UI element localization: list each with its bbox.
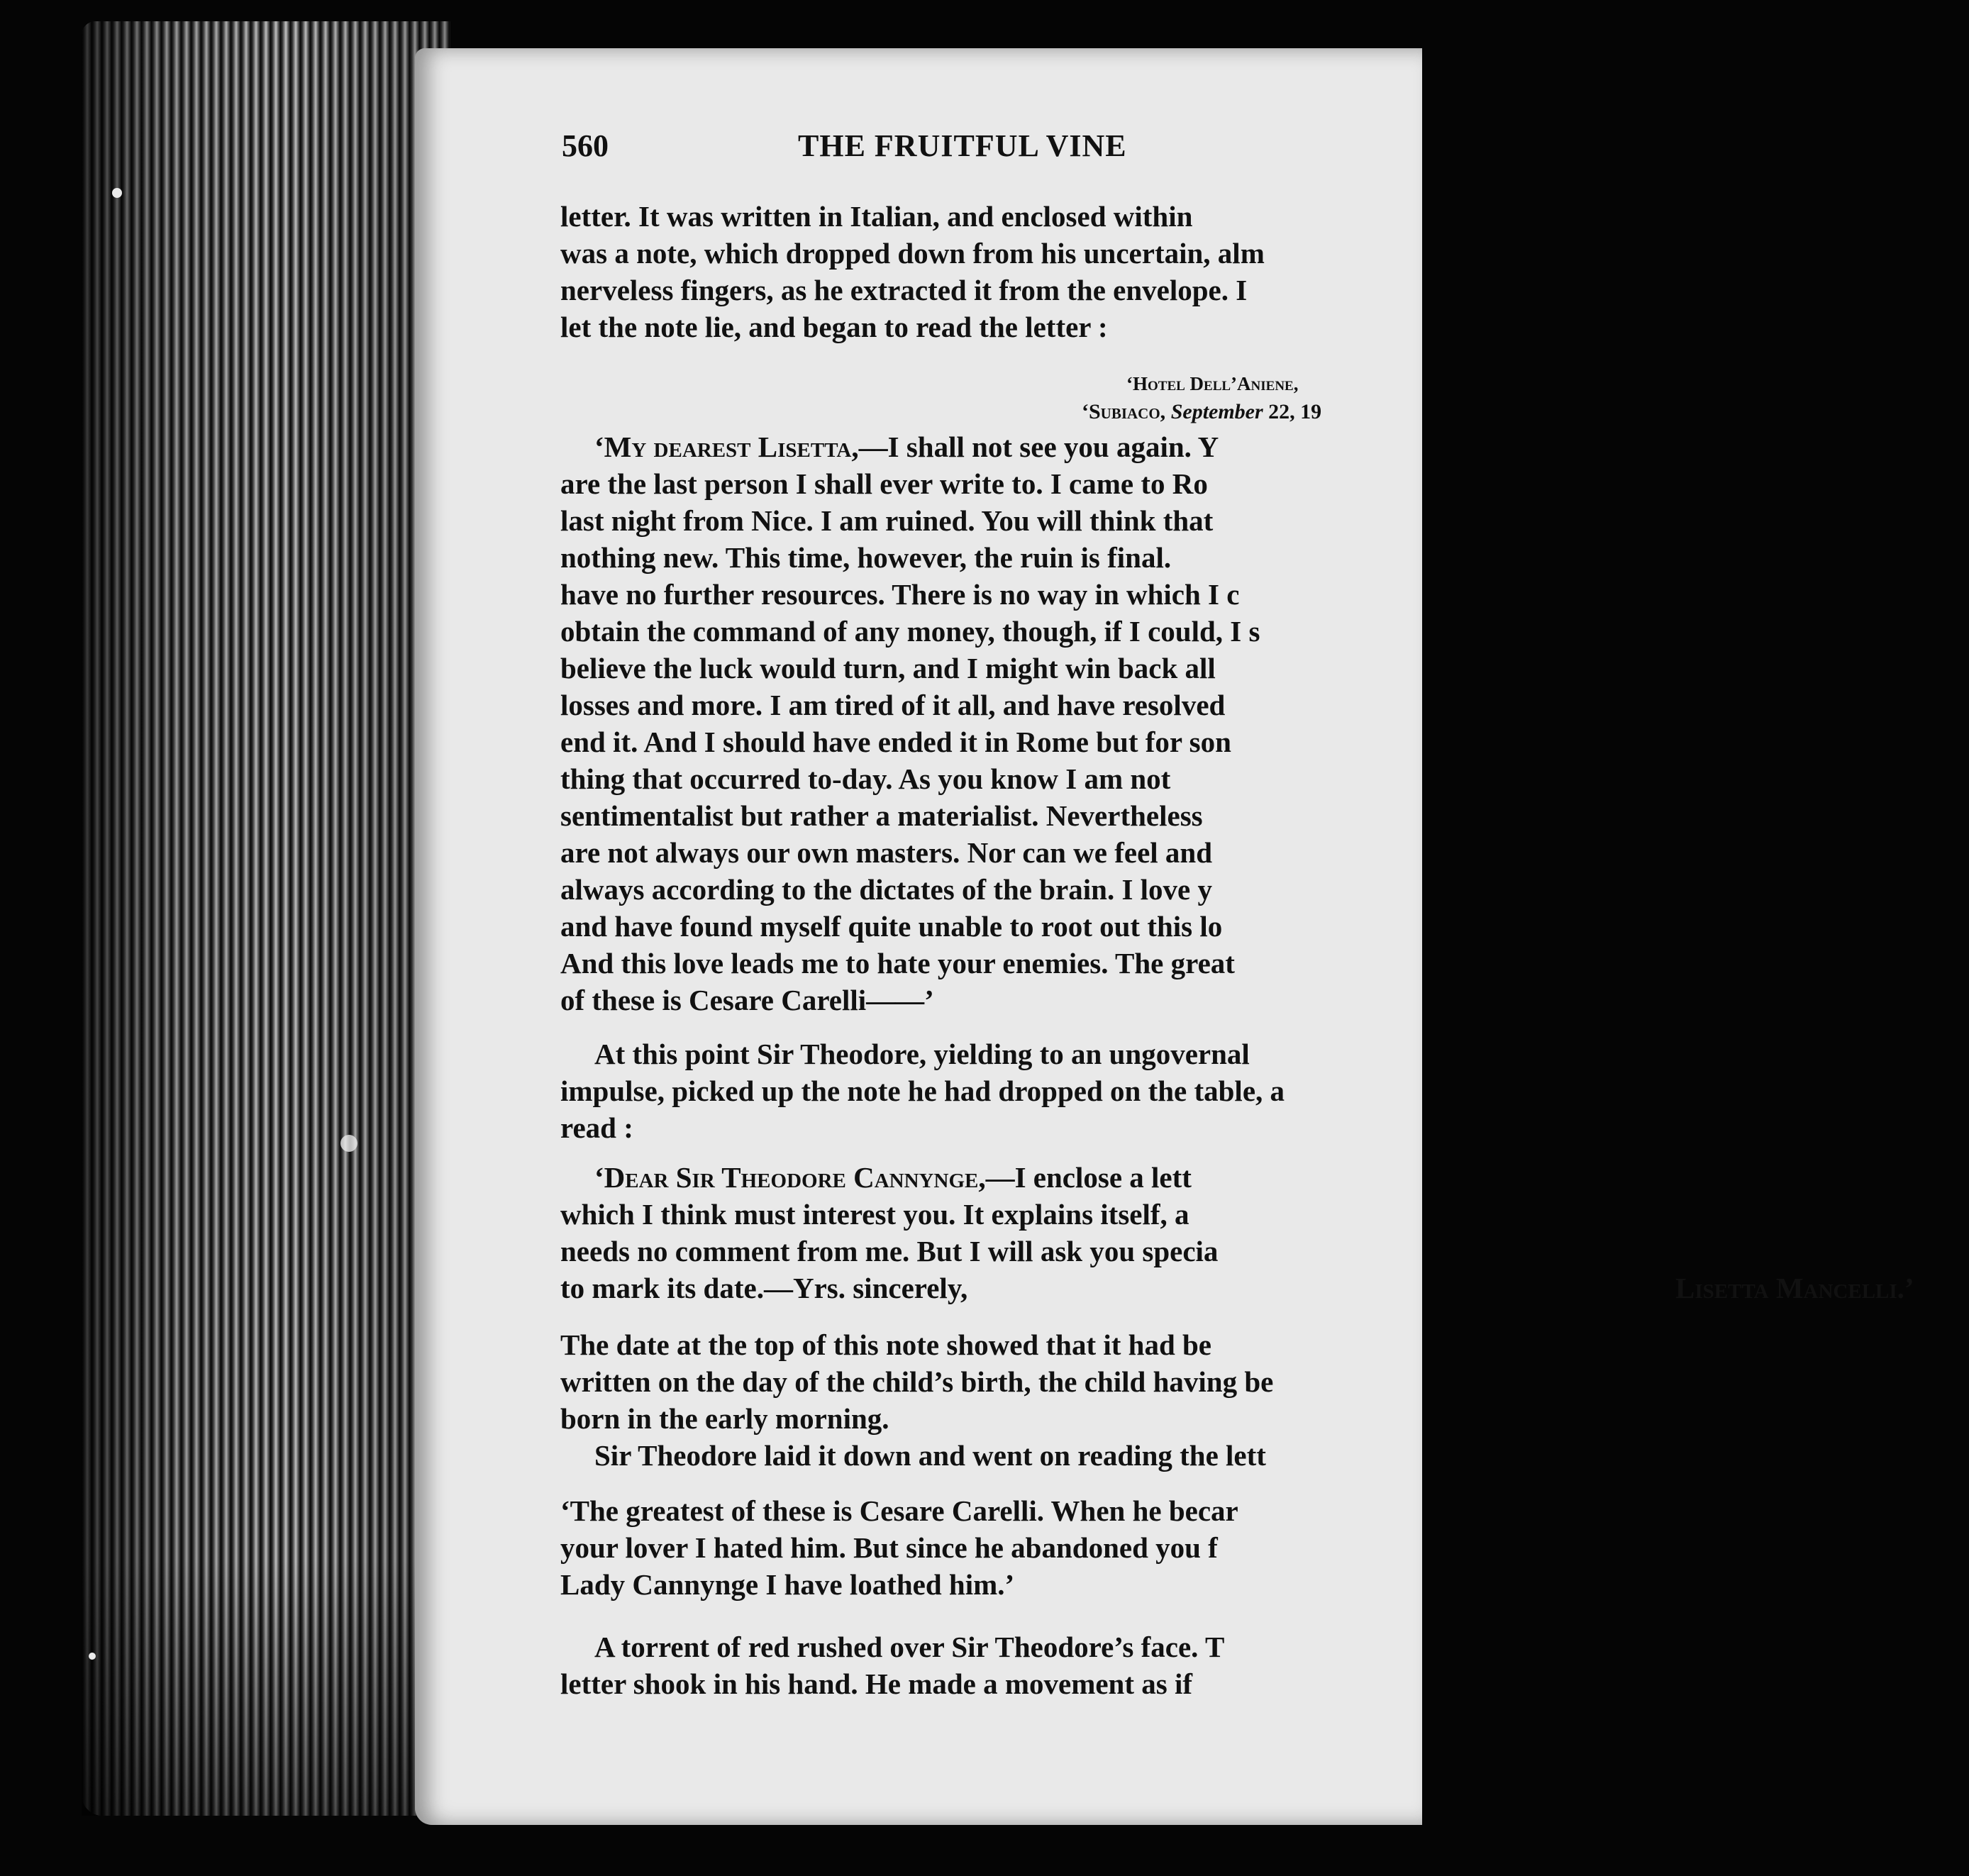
text-line: have no further resources. There is no way in which I c: [560, 578, 1240, 611]
text-line: The date at the top of this note showed that it had be: [560, 1328, 1211, 1361]
text-line: was a note, which dropped down from his uncertain, alm: [560, 237, 1265, 270]
text-line: impulse, picked up the note he had dropped on the table, a: [560, 1075, 1285, 1107]
note-salutation: ‘Dear Sir Theodore Cannynge,: [594, 1161, 986, 1194]
address-hotel: ‘Hotel Dell’Aniene,: [1126, 373, 1299, 394]
text-line: A torrent of red rushed over Sir Theodore’s face. T: [594, 1631, 1225, 1663]
address-day-year: 22, 19: [1263, 400, 1322, 423]
text-line: [594, 428, 1437, 465]
text-line: letter. It was written in Italian, and enclosed within: [560, 200, 1193, 233]
text-fragment: —I enclose a lett: [985, 1161, 1192, 1194]
text-line: nerveless fingers, as he extracted it from the envelope. I: [560, 274, 1248, 306]
text-line: believe the luck would turn, and I might win back all: [560, 652, 1216, 684]
note-signature: Lisetta Mancelli.’: [1675, 1272, 1914, 1304]
text-line: letter shook in his hand. He made a movement as if: [560, 1667, 1193, 1700]
text-line: end it. And I should have ended it in Rome but for son: [560, 726, 1231, 758]
text-line: [560, 1270, 1914, 1306]
text-fragment: —I shall not see you again. Y: [858, 431, 1219, 463]
text-line: [594, 1159, 1437, 1196]
paragraph-continue: Sir Theodore laid it down and went on reading the lett: [594, 1439, 1266, 1472]
speck: [89, 1653, 96, 1660]
text-line: are not always our own masters. Nor can we feel and: [560, 836, 1213, 869]
text-line: read :: [560, 1111, 633, 1144]
text-line: of these is Cesare Carelli——’: [560, 984, 934, 1016]
text-line: born in the early morning.: [560, 1402, 889, 1435]
text-line: thing that occurred to-day. As you know I am not: [560, 762, 1171, 795]
address-place-date: [1082, 394, 1924, 431]
running-title: THE FRUITFUL VINE: [798, 128, 1127, 163]
text-line: written on the day of the child’s birth, the child having be: [560, 1365, 1274, 1398]
text-line: are the last person I shall ever write to. I came to Ro: [560, 467, 1208, 500]
text-line: Lady Cannynge I have loathed him.’: [560, 1568, 1015, 1601]
text-line: ‘The greatest of these is Cesare Carelli. When he becar: [560, 1494, 1238, 1527]
book-edge-shadow: [82, 21, 450, 1816]
speck: [340, 1135, 357, 1152]
text-line: last night from Nice. I am ruined. You will think that: [560, 504, 1214, 537]
text-line: needs no comment from me. But I will ask you specia: [560, 1235, 1219, 1267]
text-line: always according to the dictates of the brain. I love y: [560, 873, 1212, 906]
text-line: And this love leads me to hate your enemies. The great: [560, 947, 1235, 979]
letter-salutation: ‘My dearest Lisetta,: [594, 431, 859, 463]
page-number: 560: [562, 128, 609, 163]
text-line: your lover I hated him. But since he abandoned you f: [560, 1531, 1218, 1564]
text-line: let the note lie, and began to read the letter :: [560, 311, 1108, 343]
text-line: which I think must interest you. It explains itself, a: [560, 1198, 1189, 1231]
address-month: September: [1170, 400, 1263, 423]
text-line: At this point Sir Theodore, yielding to an ungovernal: [594, 1038, 1250, 1070]
speck: [112, 188, 122, 198]
text-line: and have found myself quite unable to root out this lo: [560, 910, 1223, 943]
text-fragment: to mark its date.—Yrs. sincerely,: [560, 1272, 968, 1304]
text-line: losses and more. I am tired of it all, and have resolved: [560, 689, 1226, 721]
book-edge-bottom-shadow: [82, 1560, 450, 1816]
text-line: nothing new. This time, however, the ruin is final.: [560, 541, 1172, 574]
text-line: sentimentalist but rather a materialist. Nevertheless: [560, 799, 1203, 832]
address-place: ‘Subiaco,: [1082, 400, 1166, 423]
text-line: obtain the command of any money, though, if I could, I s: [560, 615, 1260, 648]
